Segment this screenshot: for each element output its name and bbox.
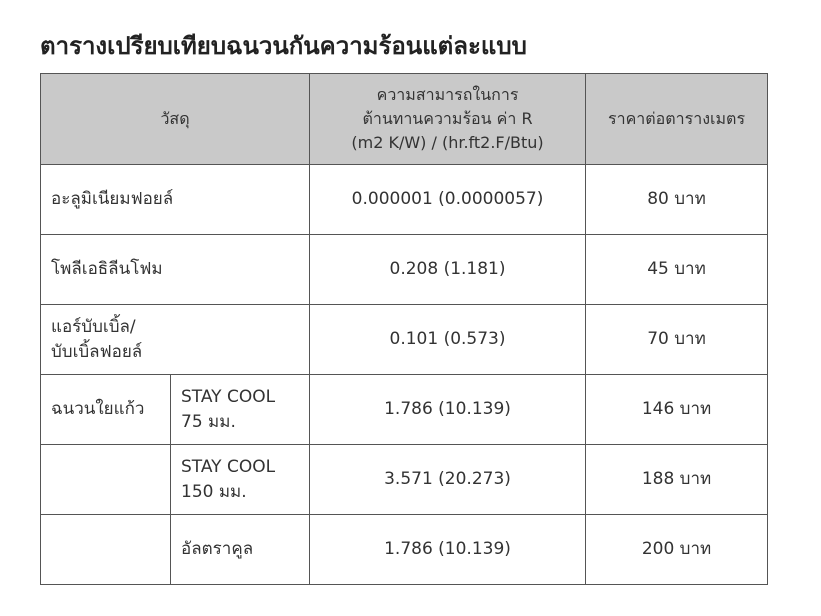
- material-line1: แอร์บับเบิ้ล/: [51, 316, 136, 337]
- table-row: [41, 305, 768, 375]
- price-cell: 80 บาท: [586, 165, 768, 235]
- header-r-value: [310, 74, 586, 165]
- material-cell: [41, 305, 310, 375]
- r-value-cell: 3.571 (20.273): [310, 445, 586, 515]
- price-cell: 146 บาท: [586, 375, 768, 445]
- sub-material-cell: อัลตราคูล: [171, 515, 310, 585]
- sub-material-line1: STAY COOL: [181, 386, 276, 407]
- header-price: ราคาต่อตารางเมตร: [586, 74, 768, 165]
- sub-material-cell: [171, 445, 310, 515]
- header-r-value-line2: ต้านทานความร้อน ค่า R: [362, 109, 533, 128]
- price-cell: 70 บาท: [586, 305, 768, 375]
- r-value-cell: 1.786 (10.139): [310, 375, 586, 445]
- group-cell: ฉนวนใยแก้ว: [41, 375, 171, 445]
- table-row: [41, 515, 768, 585]
- sub-material-cell: [171, 375, 310, 445]
- header-material: วัสดุ: [41, 74, 310, 165]
- price-cell: 188 บาท: [586, 445, 768, 515]
- material-cell: โพลีเอธิลีนโฟม: [41, 235, 310, 305]
- table-row: [41, 375, 768, 445]
- group-cell-empty: [41, 445, 171, 515]
- table-row: [41, 235, 768, 305]
- header-r-value-line3: (m2 K/W) / (hr.ft2.F/Btu): [351, 133, 544, 152]
- price-cell: 200 บาท: [586, 515, 768, 585]
- sub-material-line1: STAY COOL: [181, 456, 276, 477]
- sub-material-line2: 75 มม.: [181, 411, 236, 432]
- r-value-cell: 0.208 (1.181): [310, 235, 586, 305]
- material-line2: บับเบิ้ลฟอยล์: [51, 341, 143, 362]
- group-cell-empty: [41, 515, 171, 585]
- header-r-value-line1: ความสามารถในการ: [376, 85, 519, 104]
- sub-material-line2: 150 มม.: [181, 481, 247, 502]
- price-cell: 45 บาท: [586, 235, 768, 305]
- r-value-cell: 0.000001 (0.0000057): [310, 165, 586, 235]
- table-row: [41, 165, 768, 235]
- table-row: [41, 445, 768, 515]
- material-cell: อะลูมิเนียมฟอยล์: [41, 165, 310, 235]
- comparison-table: [40, 73, 768, 585]
- header-row: [41, 74, 768, 165]
- r-value-cell: 1.786 (10.139): [310, 515, 586, 585]
- r-value-cell: 0.101 (0.573): [310, 305, 586, 375]
- page-title: ตารางเปรียบเทียบฉนวนกันความร้อนแต่ละแบบ: [40, 32, 527, 60]
